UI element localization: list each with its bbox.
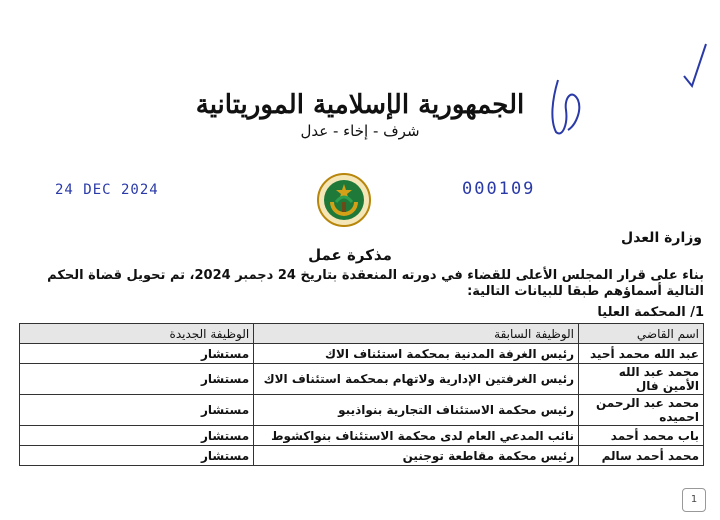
- previous-post: رئيس محكمة الاستئناف التجارية بنواذيبو: [254, 395, 579, 426]
- previous-post: رئيس الغرفة المدنية بمحكمة استئناف الاك: [254, 344, 579, 364]
- new-post: مستشار: [20, 446, 254, 466]
- page-number: 1: [682, 488, 706, 512]
- judge-name: محمد عبد الله الأمين فال: [579, 364, 704, 395]
- judge-name: محمد أحمد سالم: [579, 446, 704, 466]
- new-post: مستشار: [20, 344, 254, 364]
- new-post: مستشار: [20, 364, 254, 395]
- ministry-name: وزارة العدل: [621, 230, 702, 246]
- date-stamp: 24 DEC 2024: [55, 182, 159, 198]
- judge-name: محمد عبد الرحمن احميده: [579, 395, 704, 426]
- national-seal-icon: [316, 172, 372, 228]
- memo-title: مذكرة عمل: [308, 246, 392, 264]
- table-row: [20, 426, 704, 446]
- intro-paragraph: بناء على قرار المجلس الأعلى للقضاء في دورته المنعقدة بتاريخ 24 دجمبر 2024، تم تحويل قضاة الحكم التالية أسماؤهم طبقا للبيانات التالية:: [47, 268, 704, 299]
- previous-post: رئيس الغرفتين الإدارية ولاتهام بمحكمة استئناف الاك: [254, 364, 579, 395]
- judge-name: عبد الله محمد أحيد: [579, 344, 704, 364]
- previous-post: رئيس محكمة مقاطعة توجنين: [254, 446, 579, 466]
- previous-post: نائب المدعي العام لدى محكمة الاستئناف بنواكشوط: [254, 426, 579, 446]
- national-motto: شرف - إخاء - عدل: [300, 122, 420, 140]
- document-number: 000109: [462, 179, 536, 199]
- new-post: مستشار: [20, 395, 254, 426]
- table-row: [20, 364, 704, 395]
- header-judge-name: اسم القاضي: [579, 324, 704, 344]
- header-previous-post: الوظيفة السابقة: [254, 324, 579, 344]
- table-row: [20, 395, 704, 426]
- table-header-row: [20, 324, 704, 344]
- new-post: مستشار: [20, 426, 254, 446]
- table-row: [20, 446, 704, 466]
- header-new-post: الوظيفة الجديدة: [20, 324, 254, 344]
- table-row: [20, 344, 704, 364]
- signature-mark: [538, 70, 598, 140]
- assignments-table: [19, 323, 704, 466]
- check-mark-icon: [680, 40, 710, 90]
- judge-name: باب محمد أحمد: [579, 426, 704, 446]
- section-heading: 1/ المحكمة العليا: [597, 305, 704, 320]
- republic-title: الجمهورية الإسلامية الموريتانية: [195, 90, 525, 120]
